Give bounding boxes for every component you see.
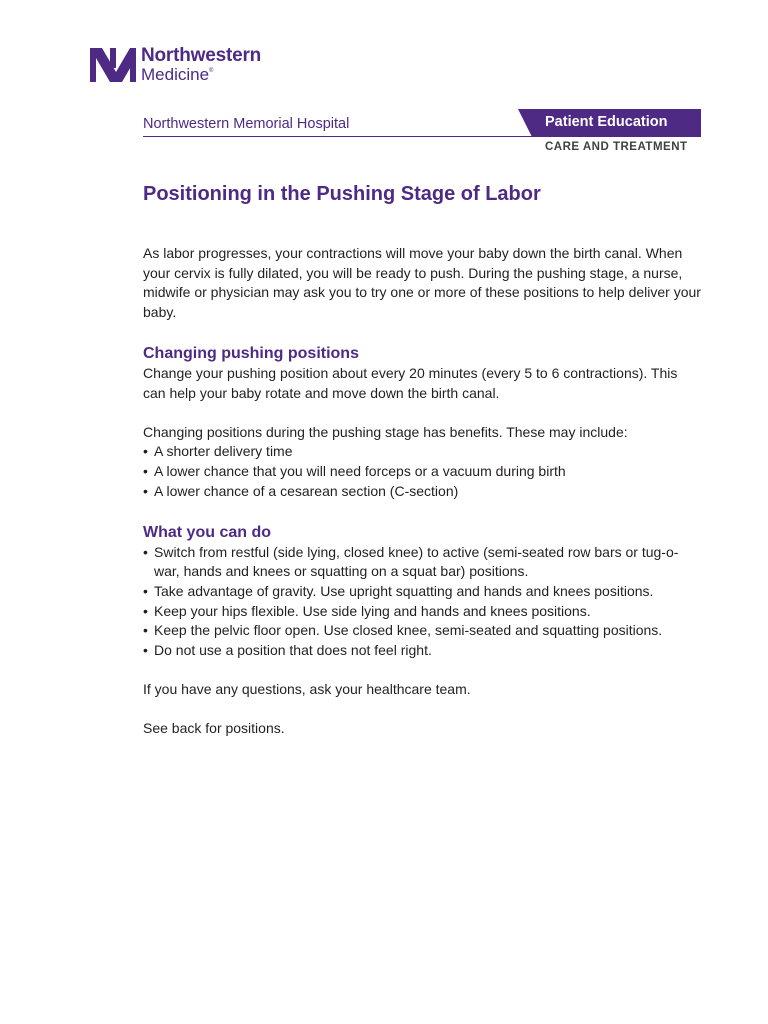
bullet-icon: • <box>143 602 148 619</box>
logo-line2 <box>141 66 261 83</box>
list-item-text: A lower chance of a cesarean section (C-section) <box>154 482 459 499</box>
list-item <box>143 621 703 641</box>
tab-label: Patient Education <box>545 114 668 130</box>
list-item-text: A lower chance that you will need forceps or a vacuum during birth <box>154 462 566 479</box>
logo-line1: Northwestern <box>141 45 262 66</box>
logo-wordmark <box>141 46 261 83</box>
spacer <box>143 699 703 719</box>
list-item <box>143 462 703 482</box>
list-item <box>143 641 703 661</box>
bullet-icon: • <box>143 443 148 460</box>
list-item-text: Do not use a position that does not feel right. <box>154 641 432 658</box>
list-item <box>143 482 703 502</box>
patient-education-tab <box>518 109 701 137</box>
section-heading-changing-positions: Changing pushing positions <box>143 344 359 362</box>
spacer <box>143 403 703 423</box>
page-title: Positioning in the Pushing Stage of Labor <box>143 183 541 205</box>
list-item-text: Switch from restful (side lying, closed knee) to active (semi-seated row bars or tug-o-war, hands and knees or squatting on a squat bar) positions. <box>154 543 679 580</box>
bullet-icon: • <box>143 543 148 560</box>
benefits-intro: Changing positions during the pushing stage has benefits. These may include: <box>143 423 628 440</box>
bullet-icon: • <box>143 641 148 658</box>
list-item-text: Take advantage of gravity. Use upright squatting and hands and knees positions. <box>154 582 654 599</box>
list-item-text: Keep your hips flexible. Use side lying and hands and knees positions. <box>154 602 591 619</box>
list-item <box>143 442 703 462</box>
closing-see-back: See back for positions. <box>143 720 285 737</box>
list-item <box>143 602 703 622</box>
intro-paragraph: As labor progresses, your contractions will move your baby down the birth canal. When your cervix is fully dilated, you will be ready to push. During the pushing stage, a nurse, midwife or physician may ask you to try one or more of these positions to help deliver your baby. <box>143 245 701 320</box>
list-item <box>143 582 703 602</box>
spacer <box>143 660 703 680</box>
category-label: CARE AND TREATMENT <box>545 141 688 153</box>
northwestern-medicine-logo <box>90 46 261 83</box>
section-heading-what-you-can-do: What you can do <box>143 523 271 541</box>
nm-logo-mark-icon <box>90 48 136 82</box>
registered-mark: ® <box>209 68 214 74</box>
spacer <box>143 322 703 342</box>
list-item-text: A shorter delivery time <box>154 443 293 460</box>
list-item <box>143 543 703 582</box>
bullet-icon: • <box>143 462 148 479</box>
bullet-icon: • <box>143 622 148 639</box>
logo-line2-text: Medicine <box>141 65 210 84</box>
hospital-name: Northwestern Memorial Hospital <box>143 116 350 132</box>
spacer <box>143 501 703 521</box>
bullet-icon: • <box>143 582 148 599</box>
list-item-text: Keep the pelvic floor open. Use closed knee, semi-seated and squatting positions. <box>154 622 663 639</box>
bullet-icon: • <box>143 482 148 499</box>
document-body <box>143 244 703 739</box>
closing-questions: If you have any questions, ask your healthcare team. <box>143 680 471 697</box>
section1-body: Change your pushing position about every 20 minutes (every 5 to 6 contractions). This can help your baby rotate and move down the birth canal. <box>143 364 678 401</box>
